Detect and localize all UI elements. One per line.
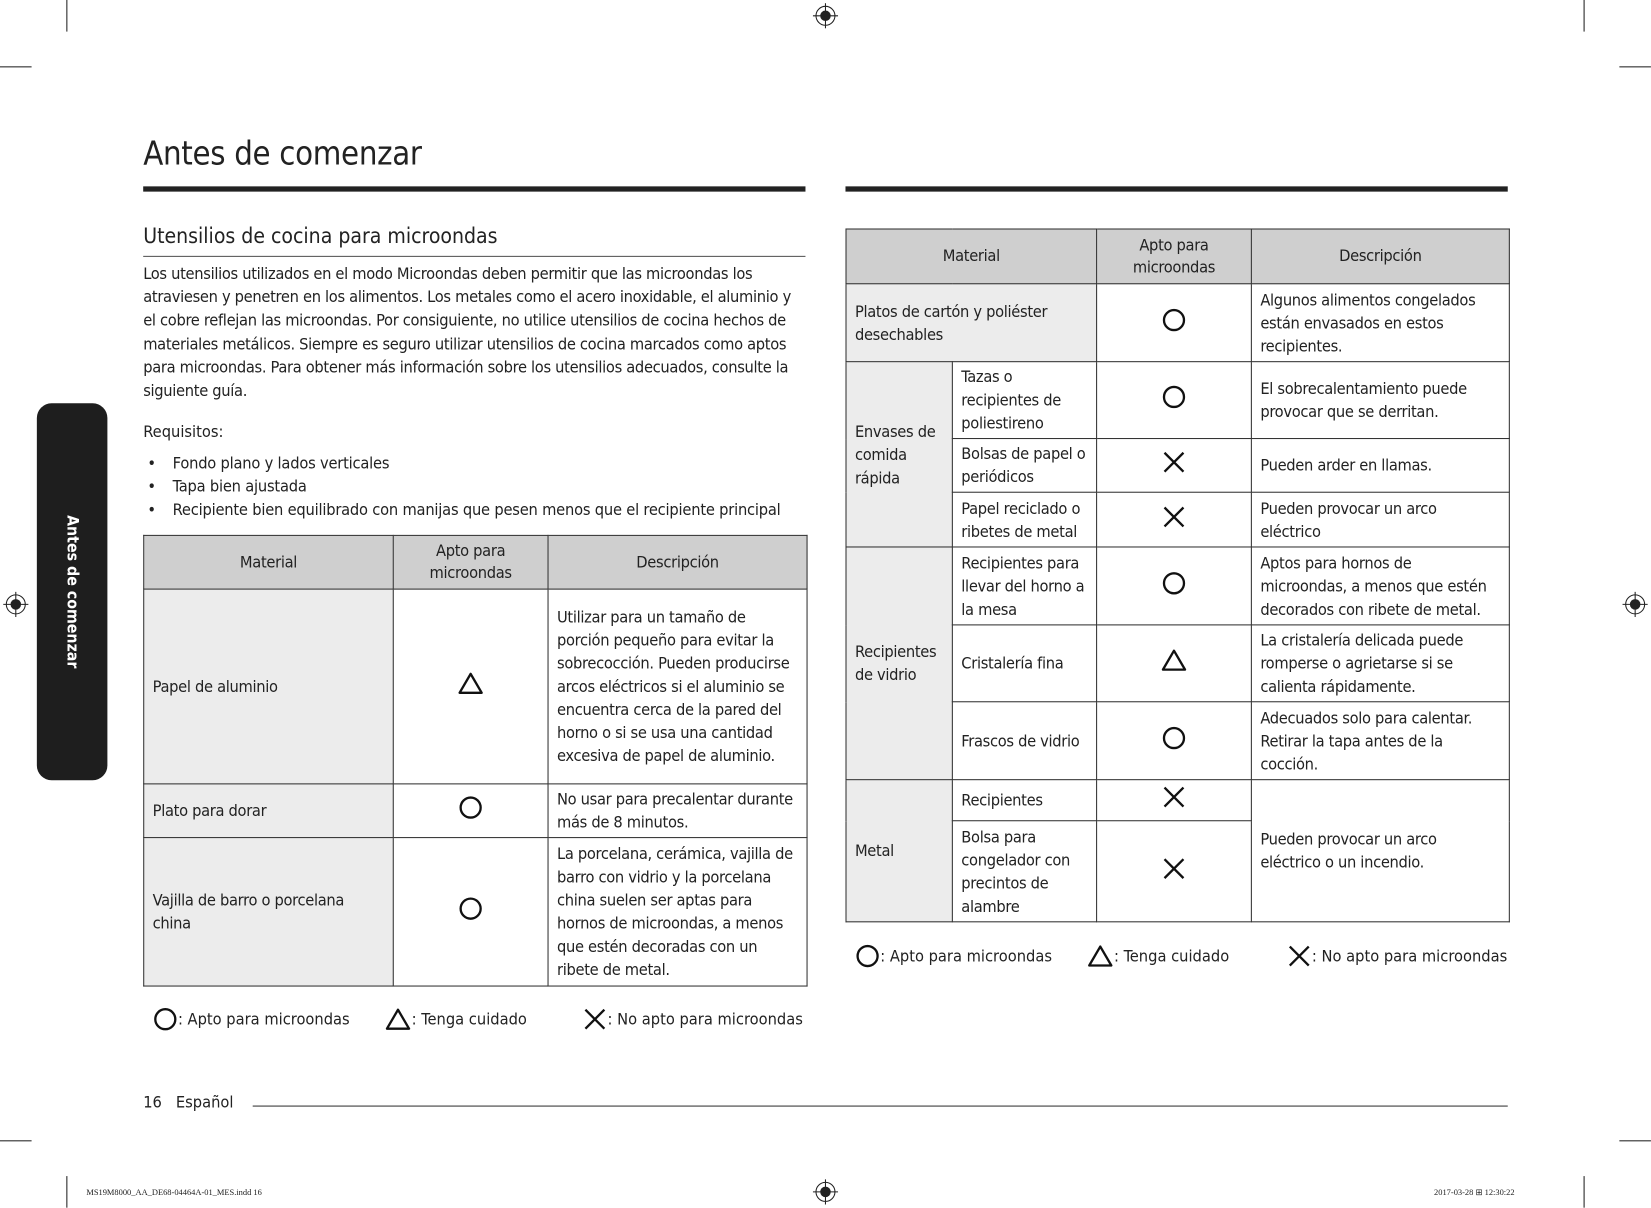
symbol-cell [1097,821,1252,922]
slug-file: MS19M8000_AA_DE68-04464A-01_MES.indd 16 [86,1187,262,1198]
material-cell: Papel de aluminio [144,589,394,784]
header-apto: Apto para microondas [1097,229,1252,284]
side-tab[interactable] [37,403,108,780]
legend-circle-label: : Apto para microondas [177,1009,350,1029]
header-material: Material [846,229,1097,284]
symbol-cell [1097,492,1252,547]
cross-icon [1161,504,1186,529]
circle-icon [1161,725,1186,750]
crop-mark [66,1176,67,1208]
material-cell: Recipientes para llevar del horno a la mesa [952,547,1096,625]
table-header-row [144,535,807,589]
header-descripcion: Descripción [1251,229,1509,284]
table-row [846,547,1509,625]
material-cell: Papel reciclado o ribetes de metal [952,492,1096,547]
description-cell: Algunos alimentos congelados están envasados en estos recipientes. [1251,284,1509,362]
page-number: 16 [143,1092,162,1112]
description-cell: Adecuados solo para calentar. Retirar la tapa antes de la cocción. [1251,702,1509,780]
symbol-cell [393,838,548,986]
title-rule [845,186,1507,191]
symbol-cell [393,784,548,838]
symbol-legend [153,1004,806,1033]
symbol-cell [1097,625,1252,702]
material-cell: Platos de cartón y poliéster desechables [846,284,1097,362]
header-apto: Apto para microondas [393,535,548,589]
registration-mark-icon [813,3,838,28]
circle-icon [1161,307,1186,332]
triangle-icon [1087,943,1114,968]
table-row [846,362,1509,439]
crop-mark [1584,0,1585,32]
table-row [846,780,1509,821]
table-row [144,838,807,986]
section-title: Utensilios de cocina para microondas [143,223,498,249]
registration-mark-icon [1623,592,1648,617]
crop-mark [1619,1140,1651,1141]
footer-rule [253,1106,1508,1107]
side-tab-label: Antes de comenzar [63,515,83,669]
footer-language: Español [175,1092,234,1112]
registration-mark-icon [3,592,28,617]
group-cell: Metal [846,780,952,922]
triangle-icon [384,1007,411,1032]
material-cell: Frascos de vidrio [952,702,1096,780]
table-header-row [846,229,1509,284]
legend-triangle-label: : Tenga cuidado [411,1009,527,1029]
header-descripcion: Descripción [548,535,807,589]
description-cell: Pueden provocar un arco eléctrico [1251,492,1509,547]
list-item: • Recipiente bien equilibrado con manijas que pesen menos que el recipiente principal [143,498,780,521]
description-cell: Aptos para hornos de microondas, a menos que estén decorados con ribete de metal. [1251,547,1509,625]
triangle-icon [1160,648,1187,673]
page-title: Antes de comenzar [143,134,422,173]
slug-date: 2017-03-28 ⊞ 12:30:22 [1434,1187,1515,1198]
circle-icon [458,795,483,820]
circle-icon [153,1007,178,1032]
group-cell: Envases de comida rápida [846,362,952,547]
triangle-icon [457,671,484,696]
description-cell: La porcelana, cerámica, vajilla de barro con vidrio y la porcelana china suelen ser aptas para hornos de microondas, a menos que estén decoradas con un ribete de metal. [548,838,807,986]
table-row [846,284,1509,362]
description-cell: Pueden provocar un arco eléctrico o un incendio. [1251,780,1509,922]
header-material: Material [144,535,394,589]
material-cell: Recipientes [952,780,1096,821]
intro-paragraph: Los utensilios utilizados en el modo Microondas deben permitir que las microondas los atraviesen y penetren en los alimentos. Los metales como el acero inoxidable, el aluminio y el cobre reflejan las microondas. Por consiguiente, no utilice utensilios de cocina hechos de materiales metálicos. Siempre es seguro utilizar utensilios de cocina marcados como aptos para microondas. Para obtener más información sobre los utensilios adecuados, consulte la siguiente guía. [143,264,791,401]
material-cell: Vajilla de barro o porcelana china [144,838,394,986]
crop-mark [0,1140,32,1141]
description-cell: La cristalería delicada puede romperse o agrietarse si se calienta rápidamente. [1251,625,1509,702]
description-cell: El sobrecalentamiento puede provocar que se derritan. [1251,362,1509,439]
circle-icon [855,943,880,968]
cross-icon [1161,450,1186,475]
material-cell: Tazas o recipientes de poliestireno [952,362,1096,439]
material-cell: Plato para dorar [144,784,394,838]
cross-icon [1161,784,1186,809]
symbol-cell [1097,780,1252,821]
symbol-legend [855,941,1508,970]
legend-cross-label: : No apto para microondas [607,1009,803,1029]
symbol-cell [1097,702,1252,780]
cross-icon [1287,943,1312,968]
symbol-cell [1097,547,1252,625]
cross-icon [582,1007,607,1032]
table-row [144,589,807,784]
circle-icon [1161,384,1186,409]
crop-mark [66,0,67,32]
crop-mark [1619,66,1651,67]
description-cell: No usar para precalentar durante más de 8 minutos. [548,784,807,838]
cross-icon [1161,855,1186,880]
description-cell: Pueden arder en llamas. [1251,439,1509,493]
left-utensil-table [143,535,807,987]
title-rule [143,186,805,191]
table-row [144,784,807,838]
list-item: • Fondo plano y lados verticales [143,452,780,475]
circle-icon [1161,570,1186,595]
material-cell: Bolsas de papel o periódicos [952,439,1096,493]
legend-cross-label: : No apto para microondas [1311,946,1508,966]
legend-circle-label: : Apto para microondas [880,946,1052,966]
material-cell: Bolsa para congelador con precintos de alambre [952,821,1096,922]
circle-icon [458,896,483,921]
right-utensil-table [845,228,1509,922]
registration-mark-icon [813,1179,838,1204]
requirements-label: Requisitos: [143,422,224,442]
symbol-cell [393,589,548,784]
group-cell: Recipientes de vidrio [846,547,952,780]
symbol-cell [1097,362,1252,439]
symbol-cell [1097,439,1252,493]
crop-mark [1584,1176,1585,1208]
list-item: • Tapa bien ajustada [143,475,780,498]
crop-mark [0,66,32,67]
description-cell: Utilizar para un tamaño de porción pequeño para evitar la sobrecocción. Pueden producirse arcos eléctricos si el aluminio se encuentra cerca de la pared del horno o si se usa una cantidad excesiva de papel de aluminio. [548,589,807,784]
legend-triangle-label: : Tenga cuidado [1113,946,1230,966]
page-footer [143,1093,233,1112]
material-cell: Cristalería fina [952,625,1096,702]
symbol-cell [1097,284,1252,362]
section-rule [143,256,805,257]
requirements-list [143,452,780,521]
